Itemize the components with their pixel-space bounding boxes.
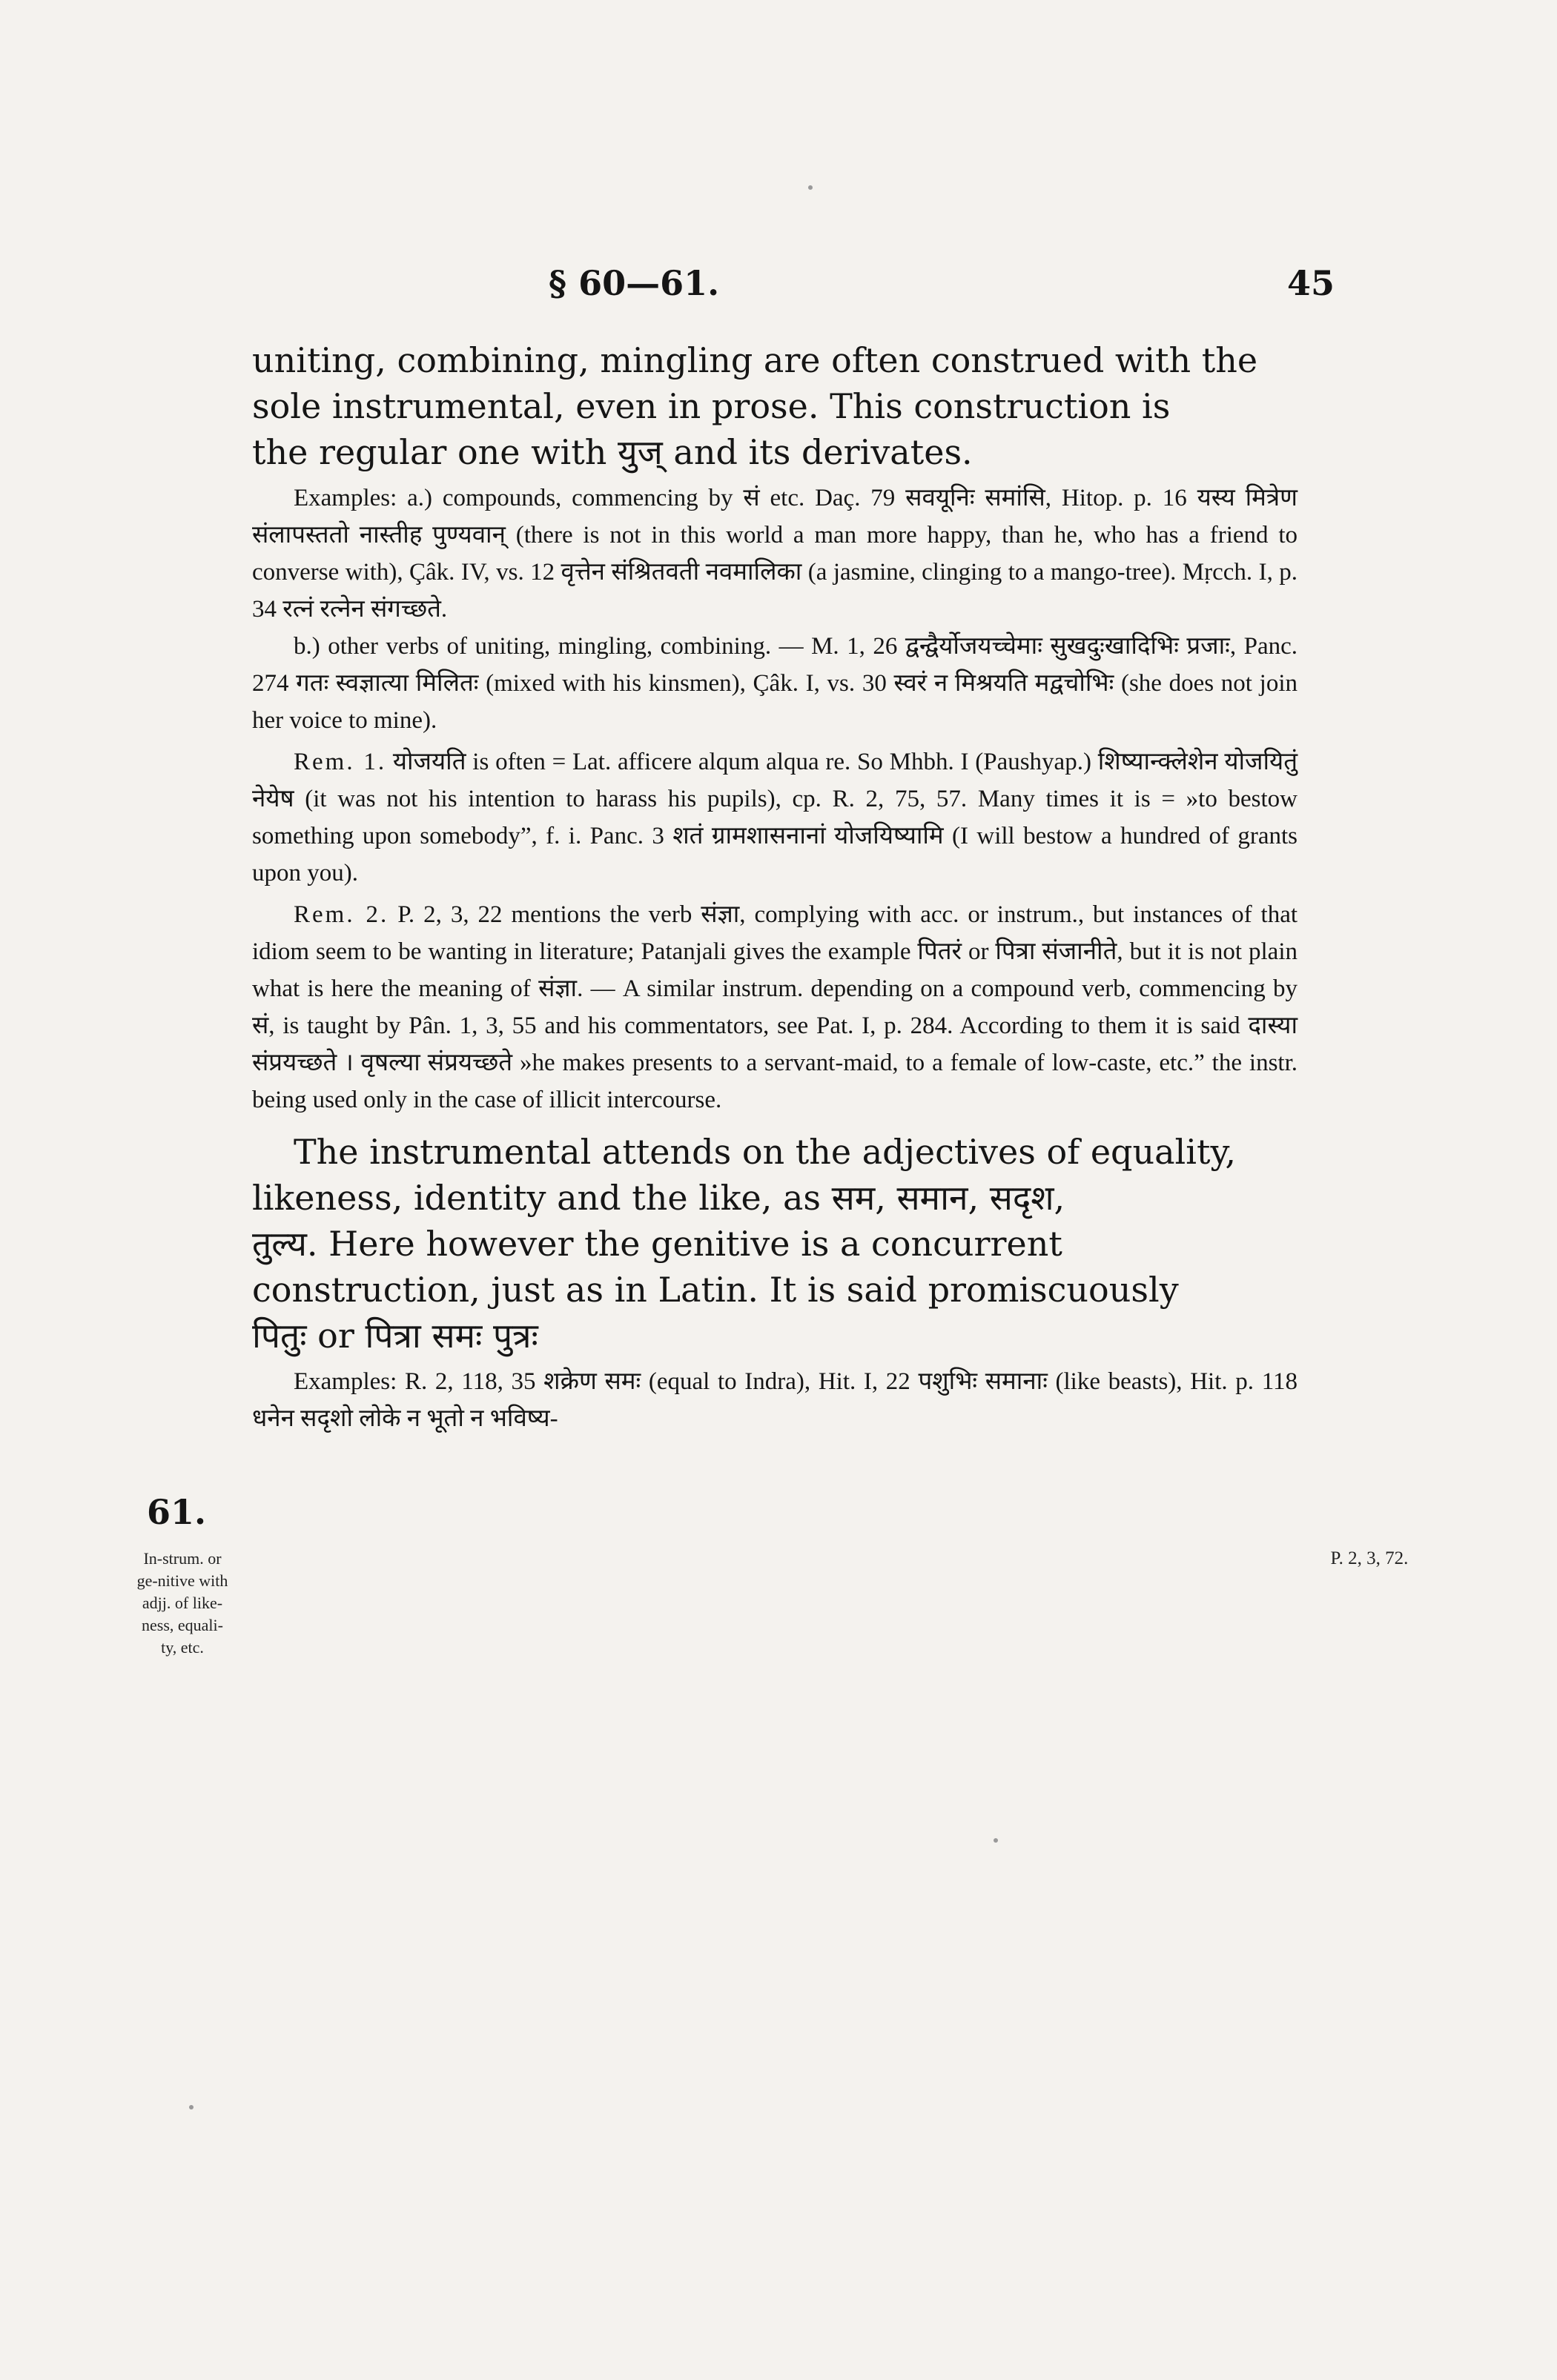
remark-label: Rem. 2. [294,901,389,928]
section-61 [252,1129,1298,1359]
examples-compounds: Examples: a.) compounds, commencing by सं etc. Daç. 79 सवयूनिः समांसि, Hitop. p. 16 यस्य मित्रेण संलापस्ततो नास्तीह पुण्यवान् (there is not in this world a man more happy, than he, who has a friend to converse with), Çâk. IV, vs. 12 वृत्तेन संश्रितवती नवमालिका (a jasmine, clinging to a mango-tree). Mṛcch. I, p. 34 रत्नं रत्नेन संगच्छते. [252,485,1298,623]
page-body [252,337,1298,1437]
text-line: likeness, identity and the like, as सम, समान, सदृश, [252,1178,1065,1218]
section-reference: § 60—61. [549,263,720,303]
text-line: construction, just as in Latin. It is said promiscuously [252,1270,1179,1310]
paragraph-uniting [252,337,1298,475]
examples-section-61: Examples: R. 2, 118, 35 शक्रेण समः (equal to Indra), Hit. I, 22 पशुभिः समानाः (like beasts), Hit. p. 118 धनेन सदृशो लोके न भूतो न भविष्य- [252,1368,1298,1432]
remark-text: योजयति is often = Lat. afficere alqum alqua re. So Mhbh. I (Paushyap.) शिष्यान्क्लेशेन योजयितुं नेयेष (it was not his intention to harass his pupils), cp. R. 2, 75, 57. Many times it is = »to bestow something upon somebody”, f. i. Panc. 3 शतं ग्रामशासनानां योजयिष्यामि (I will bestow a hundred of grants upon you). [252,749,1298,886]
text-line: तुल्य. Here however the genitive is a concurrent [252,1224,1062,1264]
print-speck [189,2105,194,2109]
remark-1 [252,743,1298,892]
text-line: The instrumental attends on the adjectives of equality, [294,1132,1236,1172]
page-header [252,263,1335,315]
remark-2 [252,896,1298,1118]
page-number: 45 [1286,263,1335,303]
text-line: the regular one with युज् and its derivates. [252,432,973,472]
examples-other-verbs: b.) other verbs of uniting, mingling, combining. — M. 1, 26 द्वन्द्वैर्योजयच्चेमाः सुखदुःखादिभिः प्रजाः, Panc. 274 गतः स्वज्ञात्या मिलितः (mixed with his kinsmen), Çâk. I, vs. 30 स्वरं न मिश्रयति मद्वचोभिः (she does not join her voice to mine). [252,633,1298,734]
print-speck [994,1838,998,1843]
remark-text: P. 2, 3, 22 mentions the verb संज्ञा, complying with acc. or instrum., but instances of that idiom seem to be wanting in literature; Patanjali gives the example पितरं or पित्रा संजानीते, but it is not plain what is here the meaning of संज्ञा. — A similar instrum. depending on a compound verb, commencing by सं, is taught by Pân. 1, 3, 55 and his commentators, see Pat. I, p. 284. According to them it is said दास्या संप्रयच्छते । वृषल्या संप्रयच्छते »he makes presents to a servant-maid, to a female of low-caste, etc.” the instr. being used only in the case of illicit intercourse. [252,901,1298,1113]
print-speck [808,185,813,190]
text-line: sole instrumental, even in prose. This construction is [252,386,1171,426]
margin-reference: P. 2, 3, 72. [1330,1548,1409,1568]
remark-label: Rem. 1. [294,749,387,775]
section-number: 61. [147,1492,207,1532]
text-line: पितुः or पित्रा समः पुत्रः [252,1316,538,1356]
text-line: uniting, combining, mingling are often construed with the [252,340,1258,380]
margin-note: In-strum. or ge-nitive with adjj. of like-ness, equali-ty, etc. [136,1549,228,1657]
